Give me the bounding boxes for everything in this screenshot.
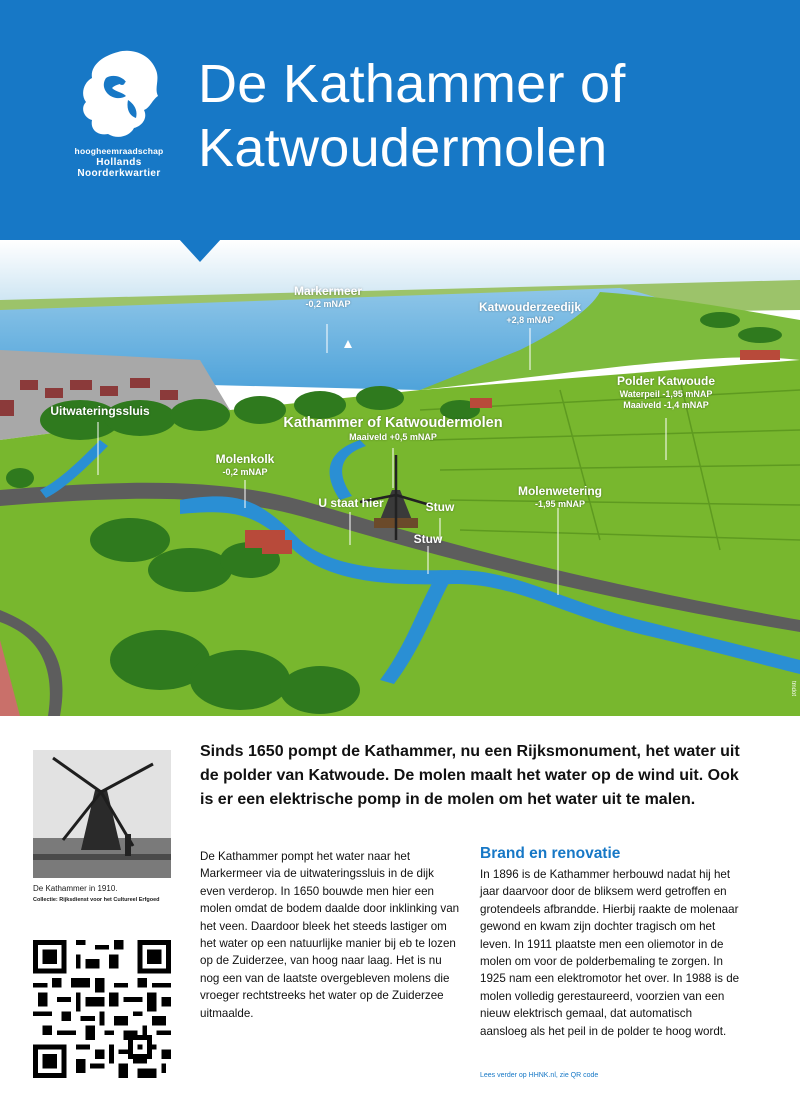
photo-caption: De Kathammer in 1910. [33,884,118,893]
label-u-staat-hier: U staat hier [318,496,384,510]
label-stuw-2: Stuw [413,532,443,546]
logo-line-1: hoogheemraadschap [74,146,164,156]
logo-line-3: Noorderkwartier [77,168,161,179]
illustration-credit: tmdot [790,680,796,696]
windmill-photo-icon [33,750,171,878]
lead-paragraph: Sinds 1650 pompt de Kathammer, nu een Rijksmonument, het water uit de polder van Katwoude. De molen maalt het water op de wind uit. Ook is er een elektrische pomp in de molen om het water uit te malen. [200,743,740,808]
read-more-link[interactable]: Lees verder op HHNK.nl, zie QR code [480,1072,599,1079]
qr-code-icon [33,940,171,1078]
landscape-drawing [0,240,800,716]
title-line-1: De Kathammer of [198,54,626,114]
label-molenkolk: Molenkolk -0,2 mNAP [215,452,275,477]
title-line-2: Katwoudermolen [198,118,608,178]
historic-photo [33,750,171,878]
label-markermeer: Markermeer -0,2 mNAP [293,284,363,309]
body-text-left: De Kathammer pompt het water naar het Markermeer via de uitwateringssluis in de dijk even verderop. In 1650 bouwde men hier een molen omdat de bodem daalde door inklinking van het veen. Daardoor bleek het steeds lastiger om het water op een natuurlijke manier bij eb te lozen op de Zuiderzee, van hoog naar laag. Het is nu nog een van de laatste overgebleven molens die vroeger rechtstreeks het water op de Zuiderzee uitmaalde. [200,850,460,1020]
lion-head-icon [72,48,162,140]
logo-line-2: Hollands [96,157,142,168]
page-title [198,52,626,180]
label-polder-katwoude: Polder Katwoude Waterpeil -1,95 mNAP Maaiveld -1,4 mNAP [616,374,715,410]
label-stuw-1: Stuw [425,500,455,514]
section-heading: Brand en renovatie [480,845,621,862]
body-text-right: In 1896 is de Kathammer herbouwd nadat hij het jaar daarvoor door de bliksem werd getroffen en grotendeels afbrandde. Hierbij raakte de molenaar gewond en kwam zijn dochter tragisch om het leven. In 1911 plaatste men een oliemotor in de molen om voor de polderbemaling te zorgen. In 1925 nam een elektromotor het over. In 1988 is de molen volledig gerestaureerd, voorzien van een nieuw elektrisch gemaal, dat automatisch aansloeg als het peil in de polder te hoog wordt. [480,868,740,1038]
label-uitwateringssluis: Uitwateringssluis [50,404,150,418]
photo-credit: Collectie: Rijksdienst voor het Cultureel Erfgoed [33,897,160,903]
logo[interactable] [64,48,174,179]
header-banner [0,0,800,240]
landscape-illustration [0,240,800,716]
qr-code[interactable] [33,940,171,1078]
header-pointer [178,238,222,262]
label-molenwetering: Molenwetering -1,95 mNAP [517,484,602,509]
label-katwouderzeedijk: Katwouderzeedijk +2,8 mNAP [478,300,582,325]
label-kathammer: Kathammer of Katwoudermolen Maaiveld +0,5 mNAP [283,415,503,442]
